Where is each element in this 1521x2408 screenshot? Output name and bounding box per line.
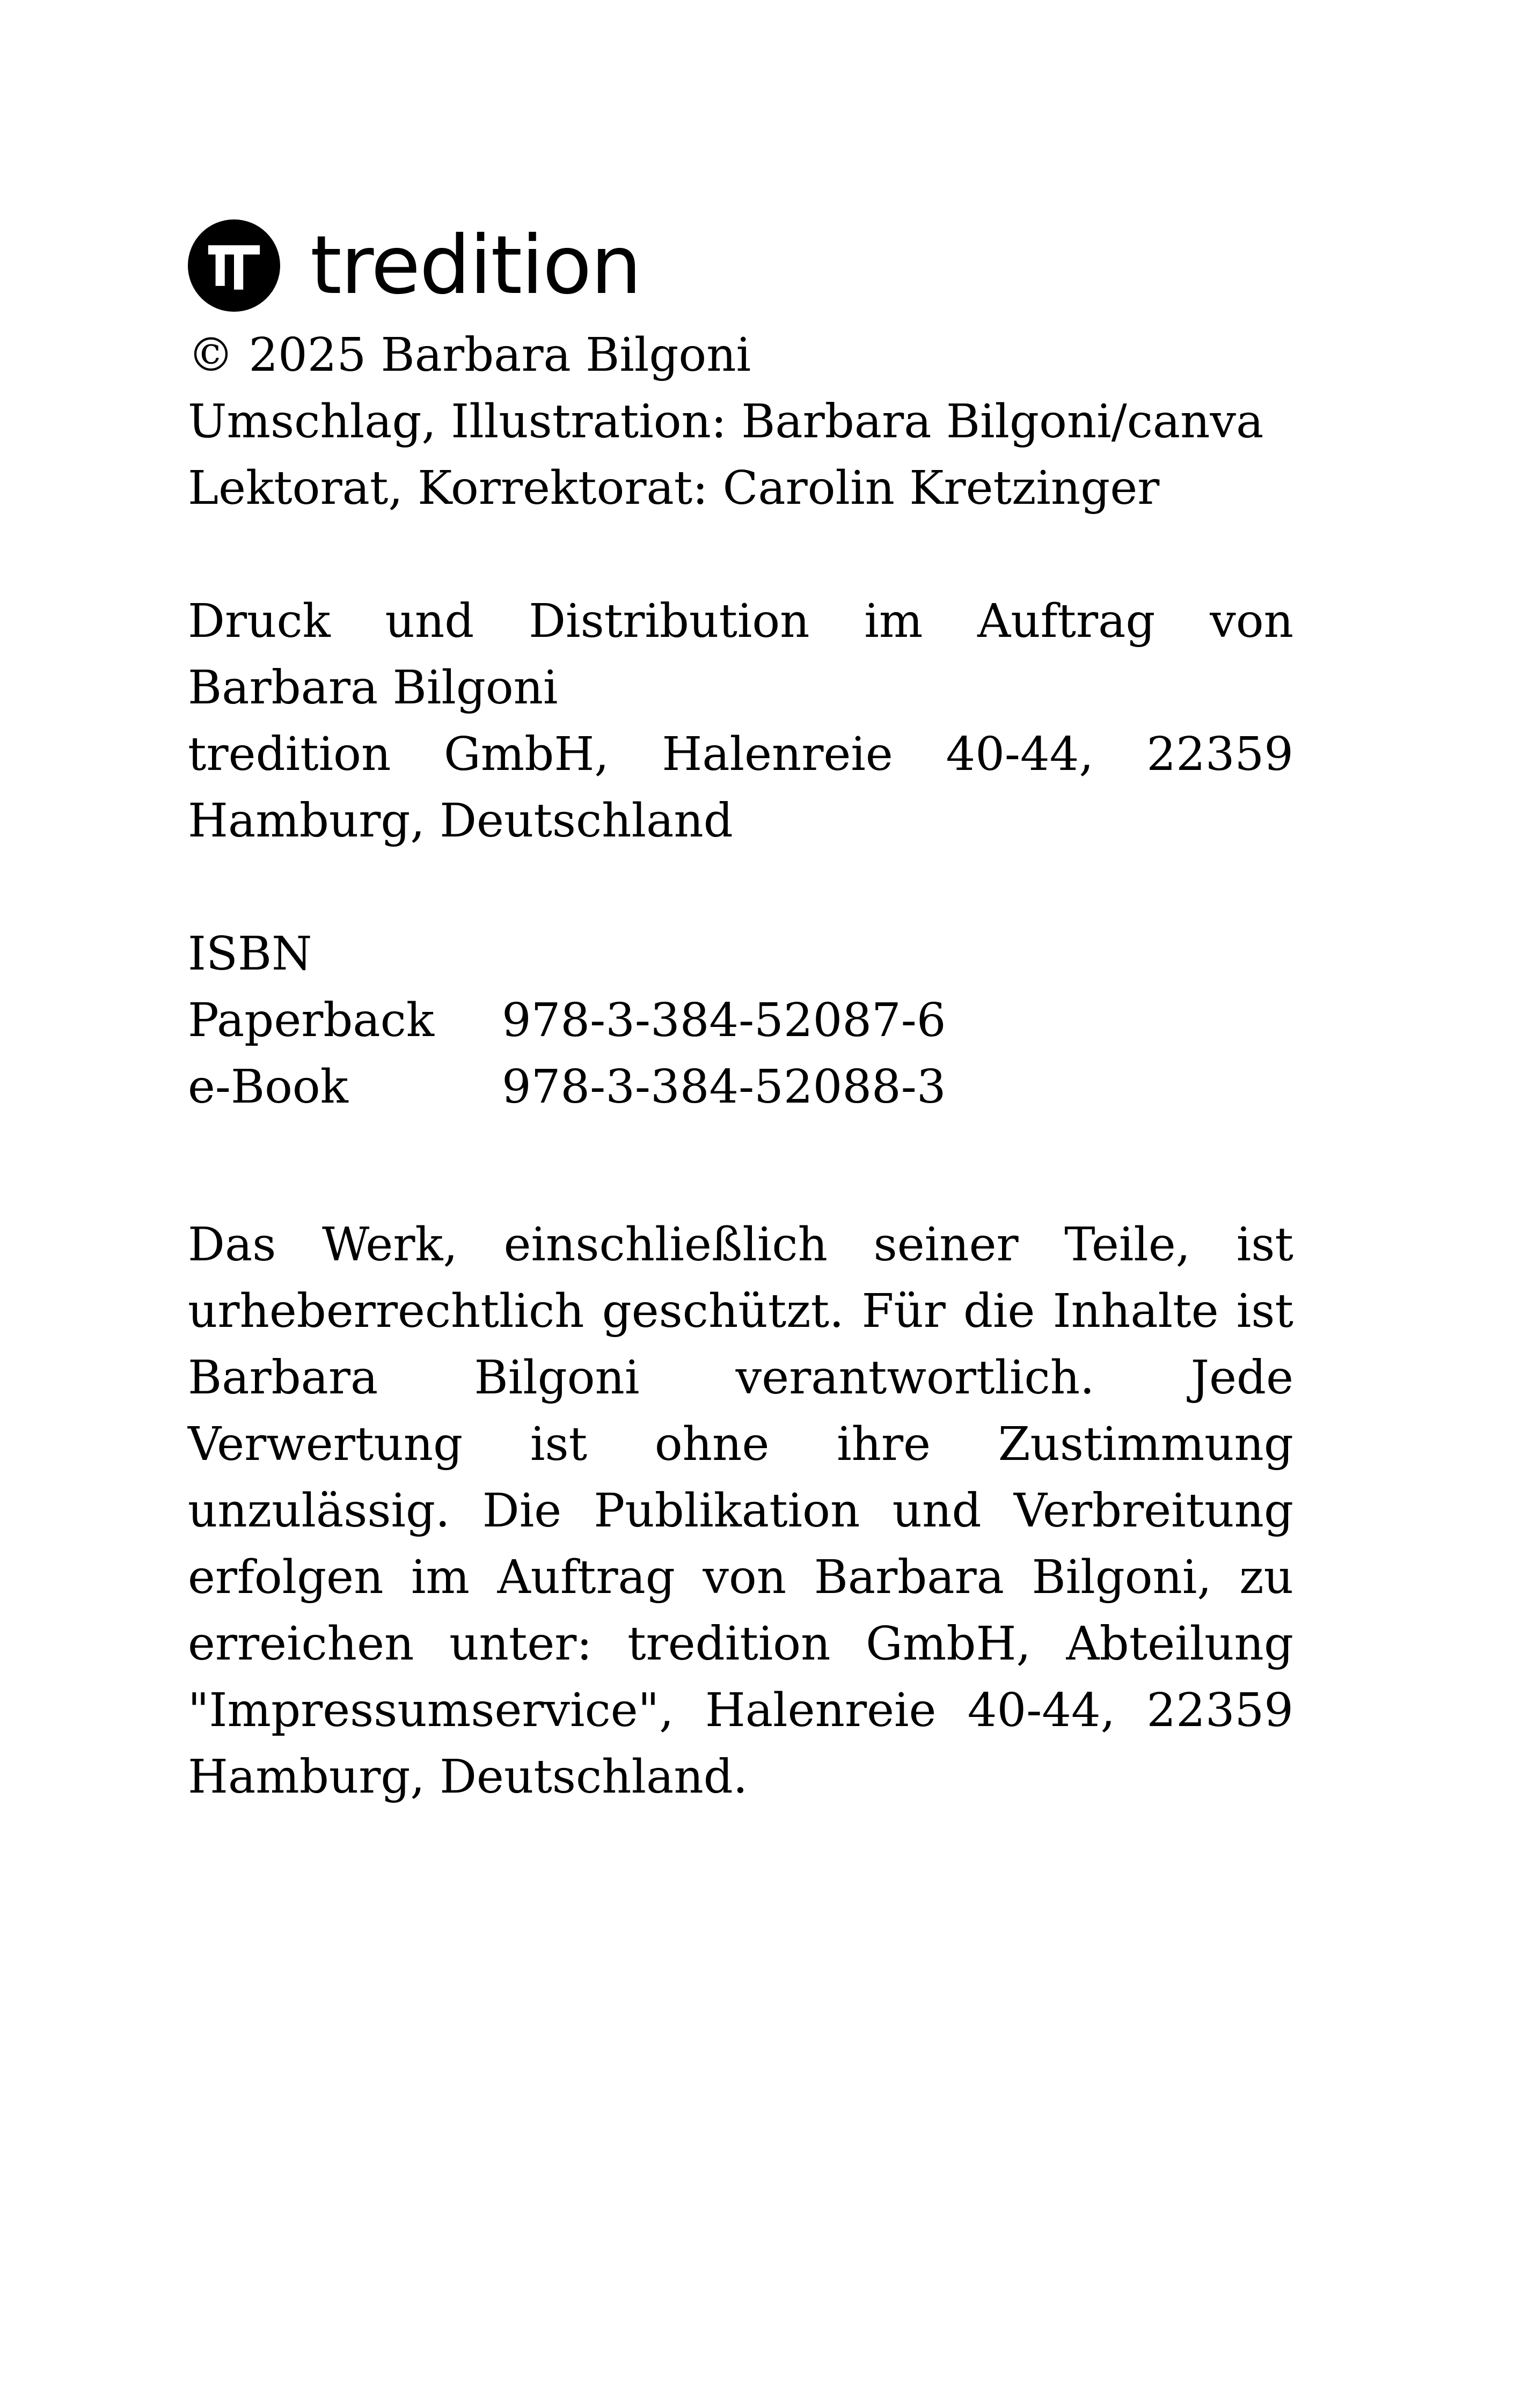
isbn-row: [188, 987, 1293, 1054]
distribution-note: Druck und Distribution im Auftrag von Barbara Bilgoni: [188, 594, 1293, 715]
isbn-heading: ISBN: [188, 927, 312, 981]
isbn-value: 978-3-384-52087-6: [502, 994, 946, 1047]
imprint-page: [188, 215, 1293, 1810]
isbn-row: [188, 1054, 1293, 1120]
publisher-address: tredition GmbH, Halenreie 40-44, 22359 Hamburg, Deutschland: [188, 728, 1293, 848]
logo-wordmark: tredition: [310, 219, 641, 312]
legal-notice: Das Werk, einschließlich seiner Teile, ist urheberrechtlich geschützt. Für die Inhalte ist Barbara Bilgoni verantwortlich. Jede Verwertung ist ohne ihre Zustimmung unzulässig. Die Publikation und Verbreitung erfolgen im Auftrag von Barbara Bilgoni, zu erreichen unter: tredition GmbH, Abteilung "Impressumservice", Halenreie 40-44, 22359 Hamburg, Deutschland.: [188, 1218, 1293, 1804]
publisher-logo: [188, 215, 1293, 317]
tredition-logo-icon: [188, 219, 280, 312]
copyright-line: © 2025 Barbara Bilgoni: [188, 328, 751, 382]
editing-credit: Lektorat, Korrektorat: Carolin Kretzinger: [188, 461, 1160, 515]
isbn-label: Paperback: [188, 994, 434, 1047]
isbn-value: 978-3-384-52088-3: [502, 1060, 946, 1114]
isbn-label: e-Book: [188, 1060, 348, 1114]
cover-credit: Umschlag, Illustration: Barbara Bilgoni/canva: [188, 395, 1264, 449]
